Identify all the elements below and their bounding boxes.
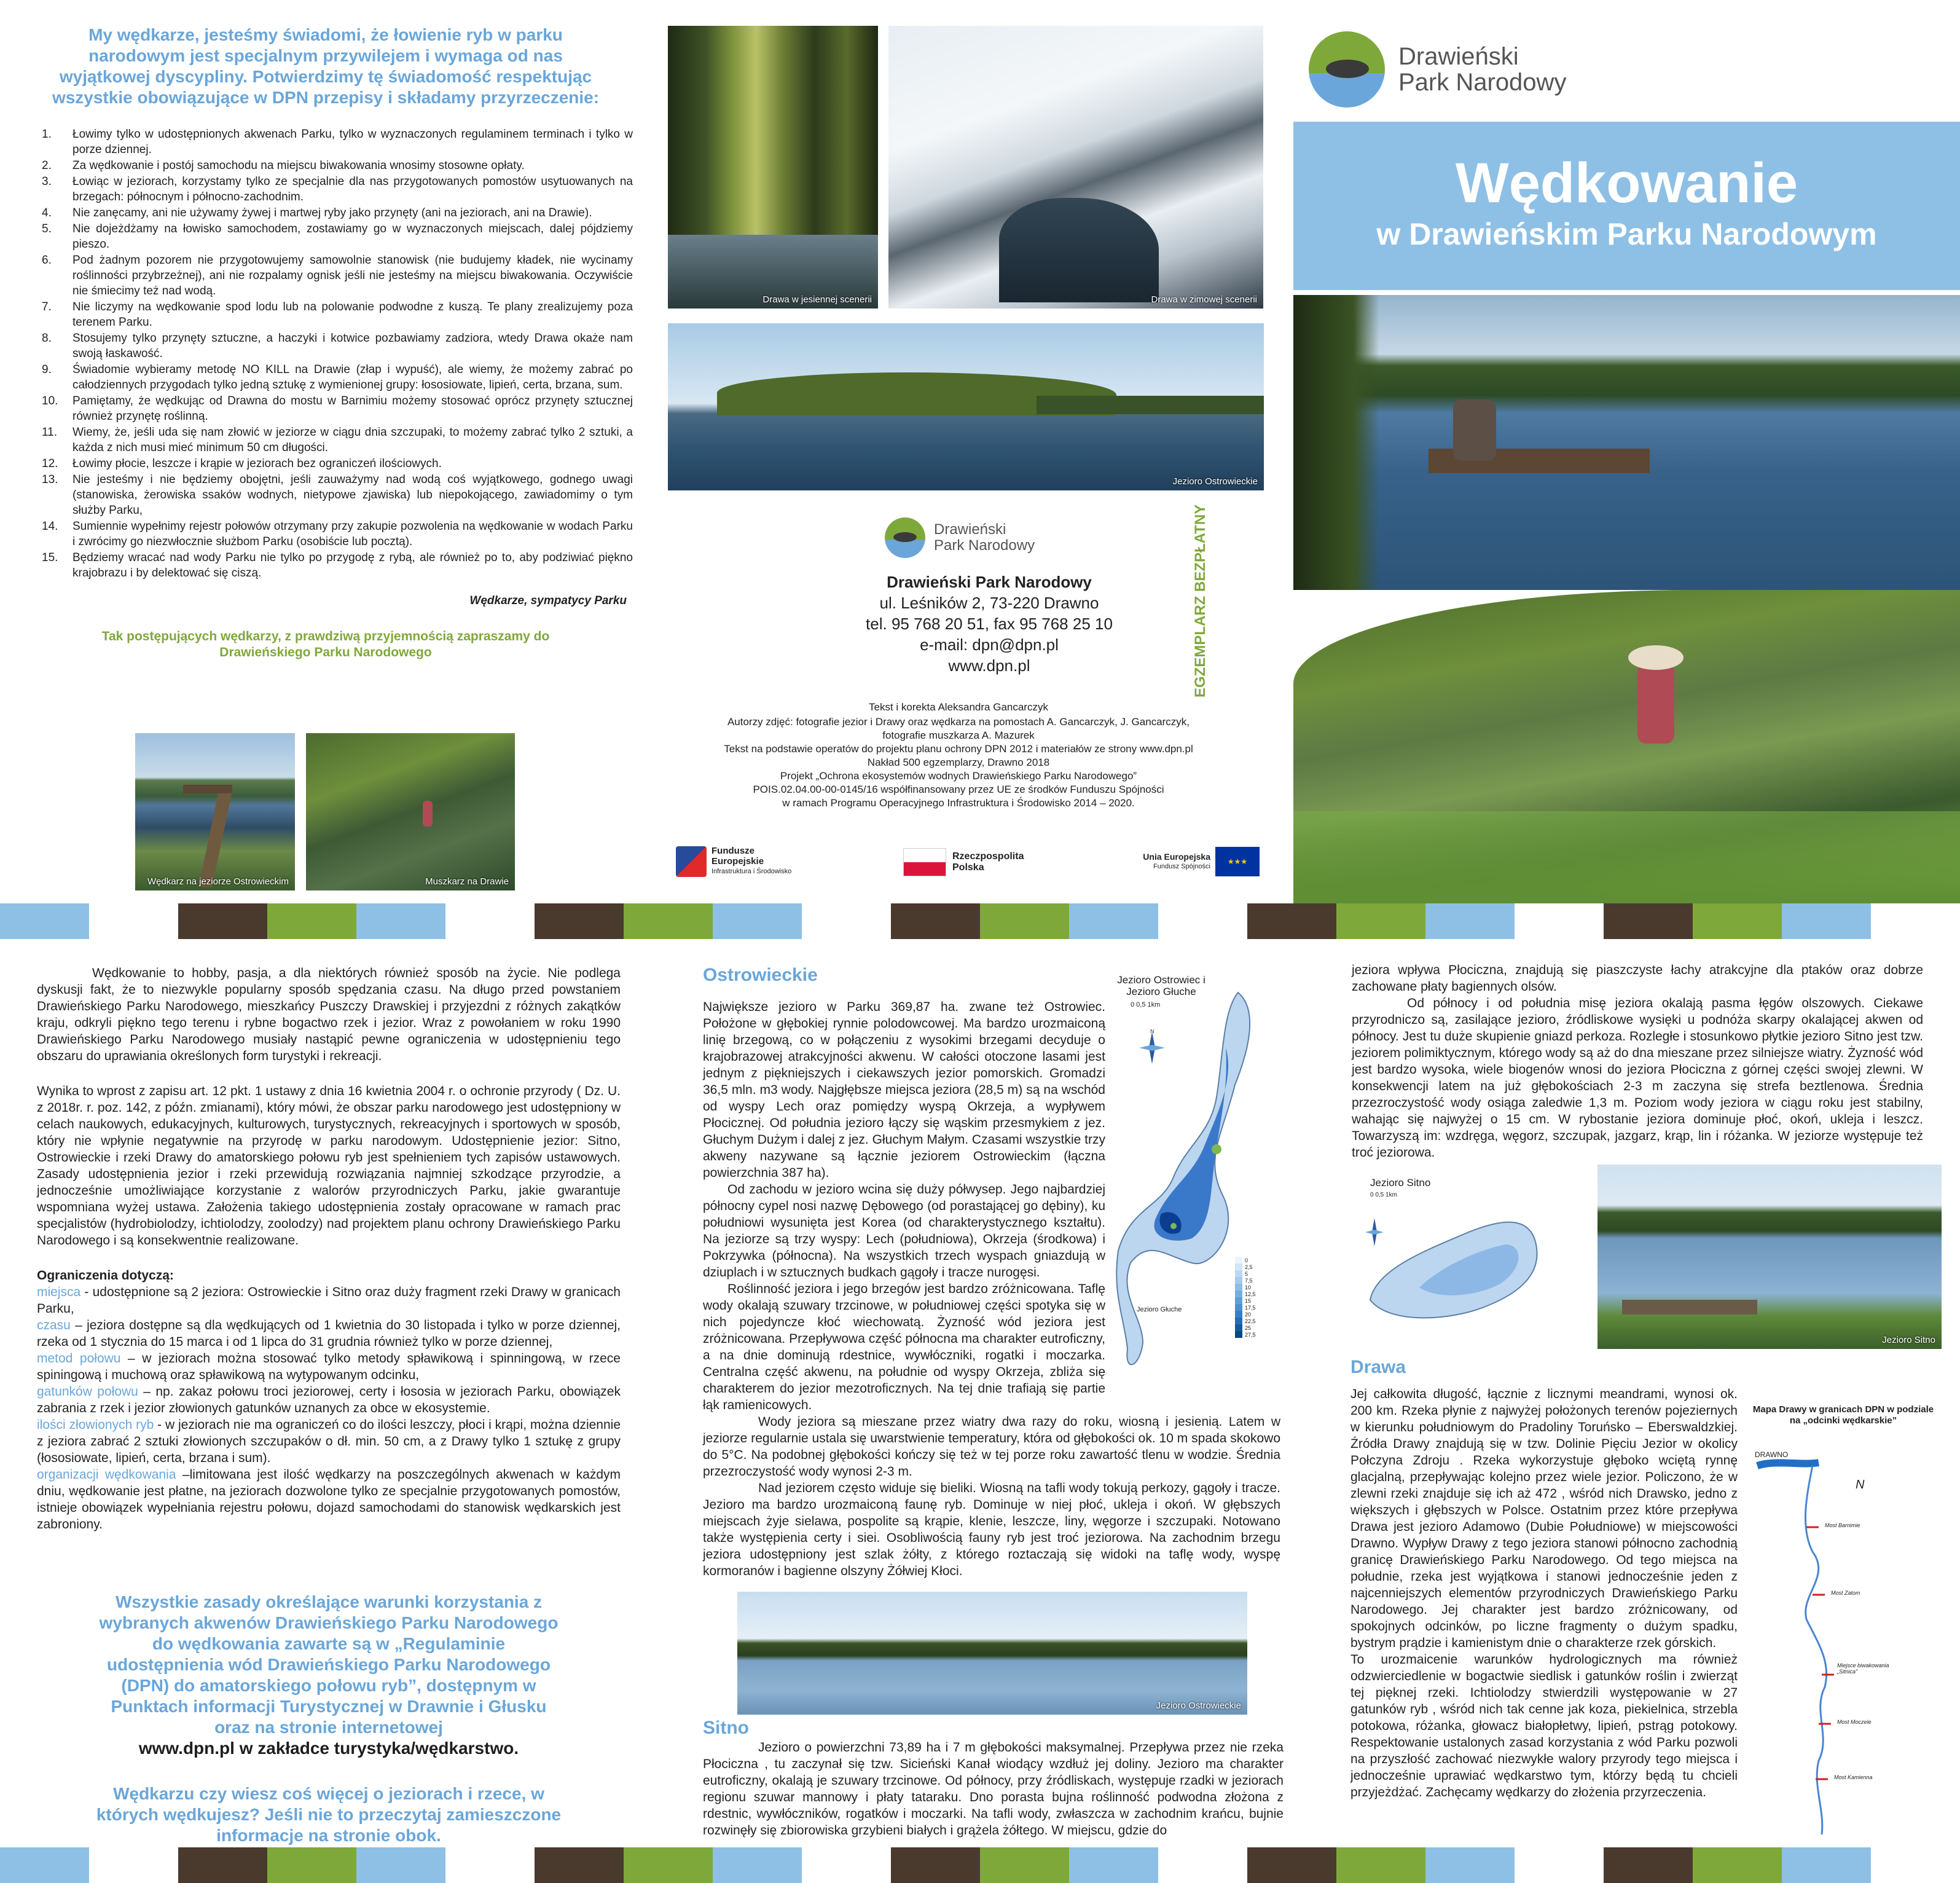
ostrowieckie-p1: Największe jezioro w Parku 369,87 ha. zwane też Ostrowiec. Położone w głębokiej rynnie polodowcowej. Ma bardzo urozmaiconą linię brzegową, co w połączeniu z wysokimi brzegami decyduje o krajobrazowej atrakcyjności akwenu. W całości otoczone lasami jest jednym z piękniejszych i ciekawszych jezior pomorskich. Gromadzi 36,5 mln. m3 wody. Najgłębsze miejsca jeziora (28,5 m) są na wschód od wyspy Lech oraz pomiędzy wyspą Okrzeja, a wypływem Płociczneį. Od południa jezioro łączy się wąskim przesmykiem z jez. Głuchym Dużym i dalej z jez. Głuchym Małym. Czasami wszystkie trzy akweny nazywane są łącznie jeziorem Ostrowieckim (łączna powierzchnia 387 ha). [703,1000,1105,1180]
depth-swatch [1235,1277,1242,1284]
middle-logo-line1: Drawieński [934,521,1006,538]
color-strip-bottom [0,1847,1960,1883]
limit-item [37,1350,621,1383]
photo-drawa-autumn [668,26,878,309]
photo-sitno [1597,1165,1942,1349]
sitno-heading: Sitno [703,1718,749,1738]
strip-segment [1069,1847,1158,1883]
ostrowieckie-p4: Wody jeziora są mieszane przez wiatry dwa razy do roku, wiosną i jesienią. Latem w jeziorze regularnie ustala się uwarstwienie temperatury, która od głębokości ok. 10 m spada skokowo do 5°C. Na podobnej głębokości kończy się też w tej porze roku zawartość tlenu w wodzie. Średnia przezroczystość wody wynosi 2-3 m. [703,1415,1280,1479]
pledge-rule-number: 10. [42,395,58,407]
eu-logos [676,842,1266,885]
pledge-rule-text: Za wędkowanie i postój samochodu na miejscu biwakowania wnosimy stosowne opłaty. [73,159,525,172]
strip-segment [445,1847,535,1883]
strip-segment [1604,1847,1693,1883]
strip-segment [1336,1847,1425,1883]
limit-item [37,1417,621,1466]
pledge-rule-text: Nie jesteśmy i nie będziemy obojętni, jeśli zauważymy nad wodą coś wyjątkowego, godnego uwagi (stanowiska, żerowiska ssaków wodnych, nietypowe zjawiska) lub niepokojącego, zawiadomimy o tym służby Parku, [73,473,633,517]
depth-legend-item [1235,1264,1256,1270]
strip-segment [891,903,980,939]
depth-swatch [1235,1297,1242,1304]
photo-fly-fisher [306,733,515,890]
credit-line: Nakład 500 egzemplarzy, Drawno 2018 [867,757,1050,768]
strip-segment [1425,903,1515,939]
eu-flag-icon: ★★★ [1215,847,1260,876]
depth-legend-item [1235,1291,1256,1297]
pledge-rule-number: 7. [42,301,52,313]
cover-otter-logo-icon [1309,31,1385,108]
pledge-rule-number: 2. [42,159,52,172]
strip-segment [1871,1847,1960,1883]
pledge-rule [18,519,633,549]
strip-segment [624,903,713,939]
middle-logo-line2: Park Narodowy [934,537,1035,554]
pledge-rules [18,127,633,581]
pledge-rule-text: Łowimy płocie, leszcze i krąpie w jeziorach bez ograniczeń ilościowych. [73,457,442,470]
pl-flag-icon [903,848,946,876]
depth-value: 10 [1245,1284,1252,1291]
sitno-map [1352,1177,1554,1331]
depth-value: 12,5 [1245,1291,1256,1297]
depth-legend-item [1235,1277,1256,1284]
strip-segment [267,1847,356,1883]
strip-segment [356,1847,445,1883]
pledge-rule [18,472,633,518]
depth-legend-item [1235,1304,1256,1311]
depth-value: 25 [1245,1324,1252,1331]
middle-logo [885,516,1069,559]
photo-lake-ostrowieckie-top-caption: Jezioro Ostrowieckie [1172,476,1258,487]
depth-legend-item [1235,1270,1256,1277]
depth-swatch [1235,1291,1242,1297]
sitno-text-right [1352,962,1923,1161]
pledge-rule-text: Nie dojeżdżamy na łowisko samochodem, zostawiamy go w wyznaczonych miejscach, dalej pójdziemy pieszo. [73,222,633,251]
depth-legend-item [1235,1318,1256,1324]
depth-swatch [1235,1304,1242,1311]
pledge-rule-text: Sumiennie wypełnimy rejestr połowów otrzymany przy zakupie pozwolenia na wędkowanie w wodach Parku i zwrócimy go niezwłocznie służbom Parku (osobiście lub pocztą). [73,520,633,548]
depth-swatch [1235,1324,1242,1331]
pledge-rule [18,253,633,299]
contact-block [786,572,1192,676]
depth-swatch [1235,1264,1242,1270]
cover-photo-fly-fisher [1293,590,1960,903]
ostrowieckie-text-top [703,999,1105,1413]
pledge-rule-number: 9. [42,363,52,376]
limit-label: gatunków połowu [37,1385,138,1399]
strip-segment [1158,1847,1247,1883]
strip-segment [1693,1847,1782,1883]
strip-segment [802,1847,891,1883]
sitno-p1: Jezioro o powierzchni 73,89 ha i 7 m głębokości maksymalnej. Przepływa przez nie rzeka Płociczna , tu zaczynał się tzw. Sicieński Kanał wiodący wzdłuż jej doliny. Jezioro ma charakter eutroficzny, okalają je szuwary trzcinowe. Od północy, przy źródliskach, występuje rzadki w jeziorach regionu szuwar mannowy i płaty tataraku. Dno porasta bujna roślinność podwodna złożona z rdestnic, wywłóczników, rogatków i moczarki. Na tafli wody, zwłaszcza w zachodnim krańcu, bujnie rozwinęły się zbiorowiska grzybieni białych i grążela żółtego. W miejscu, gdzie do [703,1740,1284,1838]
pledge-rule-text: Nie zanęcamy, ani nie używamy żywej i martwej ryby jako przynęty (ani na jeziorach, ani na Drawie). [73,206,592,219]
strip-segment [1069,903,1158,939]
pledge-intro: My wędkarze, jesteśmy świadomi, że łowienie ryb w parku narodowym jest specjalnym przywilejem i wymaga od nas wyjątkowej dyscypliny. Potwierdzimy tę świadomość respektując wszystkie obowiązujące w DPN przepisy i składamy przyrzeczenie: [52,25,600,107]
ostrowieckie-p3: Roślinność jeziora i jego brzegów jest bardzo zróżnicowana. Taflę wody okalają szuwary trzcinowe, w południowej części spotyka się w nich pojedyncze kłoć wiechowatą. Żyzność wód jeziora jest zróżnicowana. Przepływowa część północna ma charakter eutroficzny, a na dnie dominują rdestnice, wywłóczniki, rogatki i moczarka. Centralna część akwenu, na południe od wyspy Okrzeja, zbliża się charakterem do jezior mezotroficznych. Na tej dnie trafiają się partie łąk ramienicowych. [703,1282,1105,1412]
drawa-bridge-2: Most Zatom [1831,1590,1860,1596]
rules-box-link[interactable]: www.dpn.pl w zakładce turystyka/wędkarstwo. [138,1739,519,1758]
sitno-lake-shape [1352,1177,1554,1331]
sitno-map-scale: 0 0,5 1km [1370,1192,1397,1198]
eu-funds-title: Fundusze Europejskie [711,846,764,867]
drawa-map [1751,1404,1935,1847]
sitno-p3: Od północy i od południa misę jeziora okalają pasma łęgów olszowych. Ciekawe przyrodniczo są, zasilające jezioro, źródliskowe wysięki u podnóża skarpy okalającej akwen od północy. Jest tu duże skupienie gniazd perkoza. Rozległe i stosunkowo płytkie jezioro Sitno jest tzw. jeziorem polimiktycznym, którego wody są aż do dna mieszane przez silniejsze wiatry. Żyzność wód jest bardzo wysoka, wiele biogenów wnosi do jeziora Płociczna z górnej części swojej zlewni. W konsekwencji latem na już głębokościach 2-3 m zaczyna się strefa beztlenowa. Średnia przezroczystość wody osiąga zaledwie 1,3 m. Poziom wody jeziora w ciągu roku jest stabilny, wahając się najwyżej o 15 cm. W rybostanie jeziora dominuje płoć, okoń, ukleja i leszcz. Towarzyszą im: wzdręga, węgorz, szczupak, jazgarz, krąp, lin i różanka. W jeziorze występuje też troć jeziorowa. [1352,996,1923,1160]
depth-value: 20 [1245,1311,1252,1318]
sitno-p2: jeziora wpływa Płociczna, znajdują się piaszczyste łachy atrakcyjne dla ptaków oraz dobrze zachowane płaty bagiennych olsów. [1352,963,1923,994]
org-address: ul. Leśników 2, 73-220 Drawno [879,594,1099,612]
drawa-p1: Jej całkowita długość, łącznie z licznymi meandrami, wynosi ok. 200 km. Rzeka płynie z najwyżej położonych terenów pojeziernych w kierunku południowym do Pradoliny Toruńsko – Eberswaldzkiej. Źródła Drawy znajdują się w tzw. Dolinie Pięciu Jezior w okolicy Połczyna Zdroju . Rzeka wykorzystuje głęboko wciętą rynnę glacjalną, przepływając kolejno przez wiele jezior. Policzono, że w zlewni rzeki znajduje się ich aż 472 , wśród nich Drawsko, jedno z większych i głębszych w Polsce. Ostatnim przez które przepływa Drawa jest jezioro Adamowo (Dubie Południowe) w miejscowości Drawno. Wypływ Drawy z tego jeziora stanowi północno zachodnią granicę Drawieńskiego Parku Narodowego. Od tego miejsca na południe, rzeka jest wyjątkowa i stanowi jednocześnie jeden z najcenniejszych elementów przyrodniczych Drawieńskiego Parku Narodowego. Jej charakter jest bardzo zróżnicowany, od spokojnych odcinków, po liczne fragmenty o dużym spadku, bystrym prądzie i kamienistym dnie o charakterze rzek górskich. [1350,1387,1738,1650]
strip-segment [445,903,535,939]
credit-line: Tekst i korekta Aleksandra Gancarczyk [869,701,1048,713]
credit-line: Projekt „Ochrona ekosystemów wodnych Drawieńskiego Parku Narodowego” [780,770,1137,782]
ostrowieckie-text-bottom [703,1413,1280,1579]
cover-logo-line1: Drawieński [1398,43,1519,70]
strip-segment [89,1847,178,1883]
pledge-rule [18,393,633,424]
credit-line: Tekst na podstawie operatów do projektu planu ochrony DPN 2012 i materiałów ze strony www.dpn.pl [724,743,1193,755]
cover-title: Wędkowanie [1455,152,1798,214]
depth-swatch [1235,1284,1242,1291]
pledge-rule-number: 8. [42,332,52,345]
credit-line: POIS.02.04.00-00-0145/16 współfinansowany przez UE ze środków Funduszu Spójności [753,784,1164,795]
limit-item [37,1383,621,1417]
sitno-text-left [703,1739,1284,1839]
pledge-rule-number: 13. [42,473,58,486]
strip-segment [178,903,267,939]
limit-text: –limitowana jest ilość wędkarzy na poszczególnych akwenach w każdym dniu, wędkowanie jest płatne, na jeziorach dozwolone tylko ze specjalnie przygotowanych pomostów, istnieje obowiązek wypełniania rejestru połowu, dojazd samochodami do stanowisk wędkarskich jest zabroniony. [37,1468,621,1531]
pledge-rule-number: 12. [42,457,58,470]
question-text: Wędkarzu czy wiesz coś więcej o jeziorach i rzece, w których wędkujesz? Jeśli nie to przeczytaj zamieszczone informacje na stronie obok. [96,1784,562,1845]
pledge-invite: Tak postępujących wędkarzy, z prawdziwą przyjemnością zapraszamy do Drawieńskiego Parku Narodowego [101,629,550,659]
pledge-rule-text: Stosujemy tylko przynęty sztuczne, a haczyki i kotwice pozbawiamy zadziora, wtedy Drawa okaże nam swoją łaskawość. [73,332,633,360]
depth-value: 27,5 [1245,1331,1256,1338]
depth-swatch [1235,1270,1242,1277]
sitno-map-title: Jezioro Sitno [1370,1177,1431,1189]
pledge-rule-number: 6. [42,254,52,267]
limit-label: metod połowu [37,1351,121,1366]
limit-label: organizacji wędkowania [37,1468,176,1482]
pledge-rule-number: 1. [42,128,52,141]
drawa-compass-icon: N [1856,1478,1865,1492]
strip-segment [980,903,1069,939]
limit-text: – jeziora dostępne są dla wędkujących od 1 kwietnia do 30 listopada i tylko w porze dziennej, rzeka od 1 stycznia do 15 marca i od 1 lipca do 31 grudnia również tylko w porze dziennej, [37,1318,621,1349]
pledge-rule [18,299,633,330]
pledge-rule-number: 14. [42,520,58,533]
strip-segment [0,903,89,939]
strip-segment [89,903,178,939]
pledge-rule-text: Pod żadnym pozorem nie przygotowujemy samowolnie stanowisk (nie budujemy kładek, nie wycinamy roślinności przybrzeżnej), ani nie rozpalamy ognisk jeśli nie jesteśmy na miejscu biwakowania. Oczywiście nie śmiecimy też nad wodą. [73,254,633,297]
limit-label: miejsca [37,1285,81,1299]
rules-box [92,1592,565,1846]
pledge-rule-text: Świadomie wybieramy metodę NO KILL na Drawie (złap i wypuść), ale wiemy, że możemy zabrać po całodziennych przygodach tylko jedną sztukę z wymienionej grupy: łososiowate, lipień, certa, brzana, sum. [73,363,633,391]
credit-line: w ramach Programu Operacyjnego Infrastruktura i Środowisko 2014 – 2020. [782,797,1135,809]
depth-value: 17,5 [1245,1304,1256,1311]
pledge-rule-number: 5. [42,222,52,235]
strip-segment [624,1847,713,1883]
limit-text: - udostępnione są 2 jeziora: Ostrowieckie i Sitno oraz duży fragment rzeki Drawy w granicach Parku, [37,1285,621,1316]
photo-angler-pier-caption: Wędkarz na jeziorze Ostrowieckim [147,876,289,887]
strip-segment [1515,1847,1604,1883]
ostrowiec-map-scale: 0 0,5 1km [1131,1001,1161,1008]
pledge-rule-number: 11. [42,426,58,439]
cover-logo [1309,29,1567,109]
pledge-rule [18,331,633,361]
strip-segment [891,1847,980,1883]
drawa-bridge-3: Miejsce biwakowania „Sitnica” [1837,1662,1889,1675]
photo-drawa-autumn-caption: Drawa w jesiennej scenerii [762,294,872,305]
pledge-rule-text: Łowiąc w jeziorach, korzystamy tylko ze specjalnie dla nas przygotowanych pomostów usytuowanych na brzegach: północnym i północno-zachodnim. [73,175,633,203]
limits-title: Ograniczenia dotyczą: [37,1268,174,1283]
pledge-rule [18,550,633,581]
limits-list [37,1284,621,1533]
drawa-p2: To urozmaicenie warunków hydrologicznych ma również odzwierciedlenie w bogactwie siedlisk i gatunków roślin i zwierząt tej pięknej rzeki. Ichtiolodzy stwierdzili występowanie w 27 gatunków ryb , wśród nich tak cenne jak koza, piekielnica, strzebla potokowa, różanka, głowacz białopłetwy, lipień, pstrąg potokowy. Respektowanie ustalonych zasad korzystania z wód Parku pozwoli na przyszłość zachować niezwykłe walory przyrody tego miejsca i jednocześnie uprawiać wędkarstwo tym, którzy będą tu chcieli przyjeżdżać. Zachęcamy wędkarzy do złożenia przyrzeczenia. [1350,1653,1738,1799]
pledge-rule-text: Będziemy wracać nad wody Parku nie tylko po przygodę z rybą, ale również po to, aby podziwiać piękno krajobrazu i by delektować się ciszą. [73,551,633,580]
ostrowieckie-p5: Nad jeziorem często widuje się bieliki. Wiosną na tafli wody tokują perkozy, gągoły i tracze. Jezioro ma bardzo urozmaiconą faunę ryb. Dominuje w niej płoć, ukleja i okoń. W głębszych miejscach żyje sielawa, pospolite są krąpie, klenie, leszcze, liny, węgorze i szczupaki. Notowano także występienia certy i siei. Osobliwością fauny ryb jest troć jeziorowa. Na zachodnim brzegu jeziora udostępniony jest szlak żółty, z którego roztaczają się widoki na taflę wody, wyspę kormoranów i bagienne olszyny Żółwiej Kłoci. [703,1481,1280,1578]
strip-segment [1247,903,1336,939]
strip-segment [1158,903,1247,939]
pledge-rule-text: Nie liczymy na wędkowanie spod lodu lub na polowanie podwodne z kuszą. Te plany zrealizujemy poza terenem Parku. [73,301,633,329]
strip-segment [980,1847,1069,1883]
limit-text: – w jeziorach można stosować tylko metody spławikową i spinningową, w rzece spiningową i muchową oraz spławikową na wytypowanym odcinku, [37,1351,621,1382]
depth-legend-item [1235,1284,1256,1291]
org-email[interactable]: e-mail: dpn@dpn.pl [920,635,1059,654]
limit-text: - w jeziorach nie ma ograniczeń co do ilości leszczy, płoci i krąpi, można dziennie z jeziora zabrać 2 sztuki złowionych szczupaków o dł. min. 50 cm, a z Drawy tylko 1 sztukę z grupy (łososiowate, lipień, certa, brzana i sum). [37,1418,621,1465]
pledge-rule-text: Łowimy tylko w udostępnionych akwenach Parku, tylko w wyznaczonych regulaminem terminach i tylko w porze dziennej. [73,128,633,156]
strip-segment [713,903,802,939]
cover-logo-line2: Park Narodowy [1398,69,1567,96]
strip-segment [1336,903,1425,939]
limit-label: czasu [37,1318,71,1332]
drawa-heading: Drawa [1350,1357,1406,1377]
depth-value: 22,5 [1245,1318,1256,1324]
org-name: Drawieński Park Narodowy [887,573,1092,591]
eu-union-sub: Fundusz Spójności [1153,863,1210,870]
pledge-rule [18,158,633,173]
photo-drawa-winter [888,26,1263,309]
strip-segment [1425,1847,1515,1883]
drawa-bridge-5: Most Kamienna [1834,1774,1873,1780]
drawa-river-line [1751,1404,1935,1847]
color-strip-top [0,903,1960,939]
depth-value: 7,5 [1245,1277,1253,1284]
depth-swatch [1235,1311,1242,1318]
eu-union-logo [1143,847,1260,876]
pl-title: Rzeczpospolita Polska [952,851,1024,873]
strip-segment [1515,903,1604,939]
photo-sitno-caption: Jezioro Sitno [1882,1335,1935,1345]
depth-swatch [1235,1318,1242,1324]
org-www[interactable]: www.dpn.pl [948,656,1030,675]
pledge-rule [18,362,633,393]
strip-segment [1782,903,1871,939]
intro-p1: Wędkowanie to hobby, pasja, a dla niektórych również sposób na życie. Nie podlega dyskusji fakt, że to niezwykle popularny sposób spędzania czasu. Na długo przed powstaniem Drawieńskiego Parku Narodowego, mieszkańcy Puszczy Drawskiej i przyjezdni z różnych zakątków kraju, odkryli piękno tego terenu i rybne bogactwo rzek i jezior. Wraz z powołaniem w roku 1990 Drawieńskiego Parku Narodowego musiały nastąpić pewne ograniczenia w udostępnieniu tego obszaru do uprawiania określonych form turystyki i rekreacji. [37,966,621,1063]
credit-line: fotografie muszkarza A. Mazurek [882,729,1035,741]
credits-block [670,701,1247,810]
strip-segment [713,1847,802,1883]
strip-segment [1604,903,1693,939]
pledge-rule-number: 4. [42,206,52,219]
depth-legend-item [1235,1331,1256,1338]
depth-value: 2,5 [1245,1264,1253,1270]
free-copy-label: EGZEMPLARZ BEZPŁATNY [1192,504,1209,698]
strip-segment [535,1847,624,1883]
limit-item [37,1284,621,1317]
ostrowiec-map-title: Jezioro Ostrowiec i Jezioro Głuche [1117,974,1205,997]
drawa-map-title: Mapa Drawy w granicach DPN w podziale na „odcinki wędkarskie” [1752,1404,1934,1426]
pledge-rule [18,174,633,205]
photo-fly-fisher-caption: Muszkarz na Drawie [425,876,509,887]
gluche-label: Jezioro Głuche [1137,1306,1182,1313]
photo-lake-panorama [737,1592,1247,1715]
eu-funds-logo [676,846,791,877]
cover-title-band [1293,122,1960,290]
credit-line: Autorzy zdjęć: fotografie jezior i Drawy oraz wędkarza na pomostach A. Gancarczyk, J. Gancarczyk, [727,716,1190,728]
photo-drawa-winter-caption: Drawa w zimowej scenerii [1151,294,1257,305]
otter-logo-icon [885,517,925,558]
depth-swatch [1235,1331,1242,1338]
depth-legend-item [1235,1257,1256,1264]
pledge-rule-number: 15. [42,551,58,564]
strip-segment [1247,1847,1336,1883]
intro-p2: Wynika to wprost z zapisu art. 12 pkt. 1 ustawy z dnia 16 kwietnia 2004 r. o ochronie przyrody ( Dz. U. z 2018r. r. poz. 142, z późn. zmianami), który mówi, że obszar parku narodowego jest udostępniony w celach naukowych, edukacyjnych, kulturowych, turystycznych, rekreacyjnych i sportowych w sposób, który nie wpłynie negatywnie na przyrodę w parku narodowym. Udostępnienie jezior: Sitno, Ostrowieckie i rzeki Drawy do amatorskiego połowu ryb jest spełnieniem tych zapisów ustawowych. Zasady udostępnienia jezior i rzeki przewidują rozwiązania najmniej szkodzące przyrodzie, a jednocześnie umożliwiające korzystanie z walorów przyrodniczych Parku, jakie gwarantuje wspomniana wyżej ustawa. Założenia takiego udostępnienia zostały opracowane w ramach prac specjalistów (hydrobiolodzy, ichtiolodzy, zoolodzy) nad projektem planu ochrony Drawieńskiego Parku Narodowego i są konsekwentnie realizowane. [37,1084,621,1248]
intro-panel [37,965,621,1533]
pledge-rule [18,456,633,471]
cover-photo-pier [1293,295,1960,590]
limit-label: ilości złowionych ryb [37,1418,154,1432]
strip-segment [356,903,445,939]
eu-funds-star-icon [676,846,707,877]
strip-segment [1871,903,1960,939]
photo-angler-pier [135,733,295,890]
cover-subtitle: w Drawieńskim Parku Narodowym [1376,217,1877,251]
depth-legend-item [1235,1311,1256,1318]
drawa-bridge-4: Most Moczele [1837,1719,1872,1725]
pledge-rule [18,221,633,252]
strip-segment [535,903,624,939]
pledge-rule [18,127,633,157]
svg-text:N: N [1150,1029,1154,1034]
limit-item [37,1466,621,1533]
depth-legend-item [1235,1324,1256,1331]
pledge-rule-text: Pamiętamy, że wędkując od Drawna do mostu w Barnimiu możemy stosować oprócz przynęty sztucznej również przynętę roślinną. [73,395,633,423]
photo-lake-panorama-caption: Jezioro Ostrowieckie [1156,1700,1241,1711]
pledge-rule-number: 3. [42,175,52,188]
strip-segment [267,903,356,939]
eu-funds-sub: Infrastruktura i Środowisko [711,868,792,875]
limit-text: – np. zakaz połowu troci jeziorowej, certy i łososia w jeziorach Parku, obowiązek zabrania z rzek i jezior złowionych gatunków uznanych za obce w ekosystemie. [37,1385,621,1415]
depth-legend-item [1235,1297,1256,1304]
org-phone: tel. 95 768 20 51, fax 95 768 25 10 [866,615,1113,633]
depth-value: 15 [1245,1297,1252,1304]
eu-union-title: Unia Europejska [1143,852,1210,862]
drawa-map-town: DRAWNO [1755,1450,1789,1459]
pledge-signature: Wędkarze, sympatycy Parku [469,594,627,607]
pledge-rule [18,425,633,455]
photo-lake-ostrowieckie-top [668,323,1264,490]
depth-swatch [1235,1257,1242,1264]
pledge-rule [18,205,633,221]
drawa-bridge-1: Most Barnimie [1825,1522,1860,1528]
ostrowieckie-p2: Od zachodu w jezioro wcina się duży półwysep. Jego najbardziej północny cypel nosi nazwę Dębowego (od porastającej go dębiny), ku południowi wysunięta jest Korea (od charakterystycznego kształtu). Na jeziorze są trzy wyspy: Lech (południowa), Okrzeja (środkowa) i Pokrzywka (północna). Na wszystkich trzech wyspach gniazdują w dziuplach i w sztucznych budkach gągoły i tracze nurogęsi. [703,1182,1105,1280]
ostrowieckie-heading: Ostrowieckie [703,965,818,985]
strip-segment [802,903,891,939]
strip-segment [1782,1847,1871,1883]
ostrowiec-depth-legend [1235,1257,1256,1338]
pledge-rule-text: Wiemy, że, jeśli uda się nam złowić w jeziorze w ciągu dnia szczupaki, to możemy zabrać tylko 2 sztuki, a każda z nich musi mieć minimum 50 cm długości. [73,426,633,454]
pl-logo [903,848,1024,876]
strip-segment [0,1847,89,1883]
drawa-text [1350,1386,1738,1801]
limit-item [37,1317,621,1350]
strip-segment [178,1847,267,1883]
strip-segment [1693,903,1782,939]
ostrowiec-map [1106,974,1278,1380]
depth-value: 0 [1245,1257,1249,1264]
rules-box-text: Wszystkie zasady określające warunki korzystania z wybranych akwenów Drawieńskiego Parku Narodowego do wędkowania zawarte są w „Regulaminie udostępnienia wód Drawieńskiego Parku Narodowego (DPN) do amatorskiego połowu ryb”, dostępnym w Punktach informacji Turystycznej w Drawnie i Głusku oraz na stronie internetowej [99,1592,559,1737]
depth-value: 5 [1245,1270,1249,1277]
